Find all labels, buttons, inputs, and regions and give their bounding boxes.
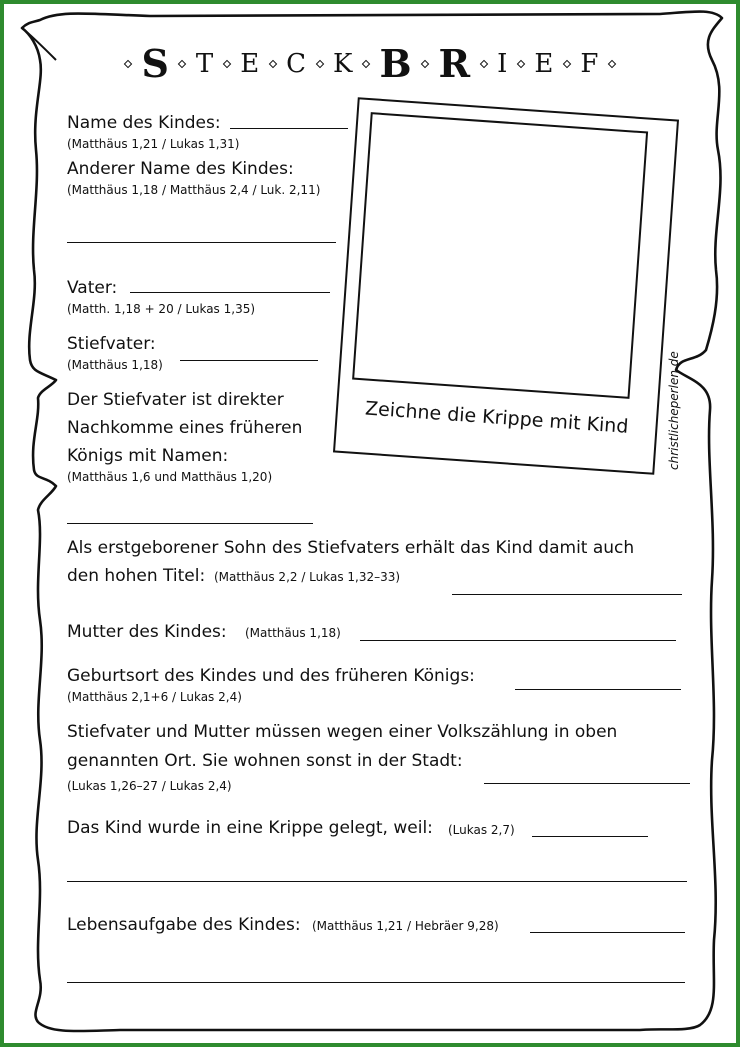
title-diamond [268, 60, 276, 68]
lifetask-reference: (Matthäus 1,21 / Hebräer 9,28) [312, 919, 499, 933]
birthplace-label: Geburtsort des Kindes und des früheren Königs: [67, 666, 475, 686]
title-letter: B [379, 41, 412, 86]
name-answer-line[interactable] [230, 128, 348, 129]
title-diamond [421, 60, 429, 68]
father-label: Vater: [67, 278, 118, 298]
title-letter: C [286, 49, 307, 79]
title-letter: K [333, 49, 353, 79]
lifetask-answer-line-1[interactable] [530, 932, 685, 933]
title-text-line2: den hohen Titel: [67, 566, 206, 586]
title-diamond [517, 60, 525, 68]
manger-answer-line-1[interactable] [532, 836, 648, 837]
title-letter: S [141, 41, 169, 86]
title-text-line1: Als erstgeborener Sohn des Stiefvaters erhält das Kind damit auch [67, 538, 635, 558]
father-answer-line[interactable] [130, 292, 330, 293]
title-diamond [563, 60, 571, 68]
descendant-text-line3: Königs mit Namen: [67, 446, 229, 466]
descendant-text-line1: Der Stiefvater ist direkter [67, 390, 284, 410]
title-steckbrief [125, 41, 615, 86]
census-text-line1: Stiefvater und Mutter müssen wegen einer Volkszählung in oben [67, 722, 618, 742]
drawing-frame[interactable] [333, 97, 679, 475]
stepfather-label: Stiefvater: [67, 334, 156, 354]
manger-label: Das Kind wurde in eine Krippe gelegt, weil: [67, 818, 433, 838]
descendant-answer-line[interactable] [67, 523, 313, 524]
father-reference: (Matth. 1,18 + 20 / Lukas 1,35) [67, 302, 256, 316]
title-diamond [222, 60, 230, 68]
mother-answer-line[interactable] [360, 640, 676, 641]
manger-reference: (Lukas 2,7) [448, 823, 515, 837]
title-diamond [178, 60, 186, 68]
watermark: christlicheperlen.de [667, 351, 681, 470]
title-diamond [608, 60, 616, 68]
other-name-reference: (Matthäus 1,18 / Matthäus 2,4 / Luk. 2,11) [67, 183, 321, 197]
census-reference: (Lukas 1,26–27 / Lukas 2,4) [67, 779, 232, 793]
title-letter: T [195, 49, 214, 79]
lifetask-answer-line-2[interactable] [67, 982, 685, 983]
title-diamond [124, 60, 132, 68]
birthplace-answer-line[interactable] [515, 689, 681, 690]
title-diamond [315, 60, 323, 68]
drawing-caption: Zeichne die Krippe mit Kind [364, 397, 630, 438]
title-letter: I [497, 49, 508, 79]
title-reference: (Matthäus 2,2 / Lukas 1,32–33) [214, 570, 401, 584]
drawing-area[interactable] [352, 112, 648, 399]
title-letter: R [438, 41, 471, 86]
lifetask-label: Lebensaufgabe des Kindes: [67, 915, 301, 935]
mother-reference: (Matthäus 1,18) [245, 626, 341, 640]
other-name-label: Anderer Name des Kindes: [67, 159, 294, 179]
name-label: Name des Kindes: [67, 113, 221, 133]
descendant-reference: (Matthäus 1,6 und Matthäus 1,20) [67, 470, 273, 484]
title-diamond [362, 60, 370, 68]
census-text-line2: genannten Ort. Sie wohnen sonst in der Stadt: [67, 751, 463, 771]
stepfather-answer-line[interactable] [180, 360, 318, 361]
title-answer-line[interactable] [452, 594, 682, 595]
stepfather-reference: (Matthäus 1,18) [67, 358, 163, 372]
title-letter: F [580, 49, 599, 79]
manger-answer-line-2[interactable] [67, 881, 687, 882]
census-answer-line[interactable] [484, 783, 690, 784]
title-diamond [479, 60, 487, 68]
descendant-text-line2: Nachkomme eines früheren [67, 418, 303, 438]
title-letter: E [240, 49, 260, 79]
birthplace-reference: (Matthäus 2,1+6 / Lukas 2,4) [67, 690, 242, 704]
title-letter: E [534, 49, 554, 79]
other-name-answer-line[interactable] [67, 242, 336, 243]
name-reference: (Matthäus 1,21 / Lukas 1,31) [67, 137, 240, 151]
mother-label: Mutter des Kindes: [67, 622, 227, 642]
